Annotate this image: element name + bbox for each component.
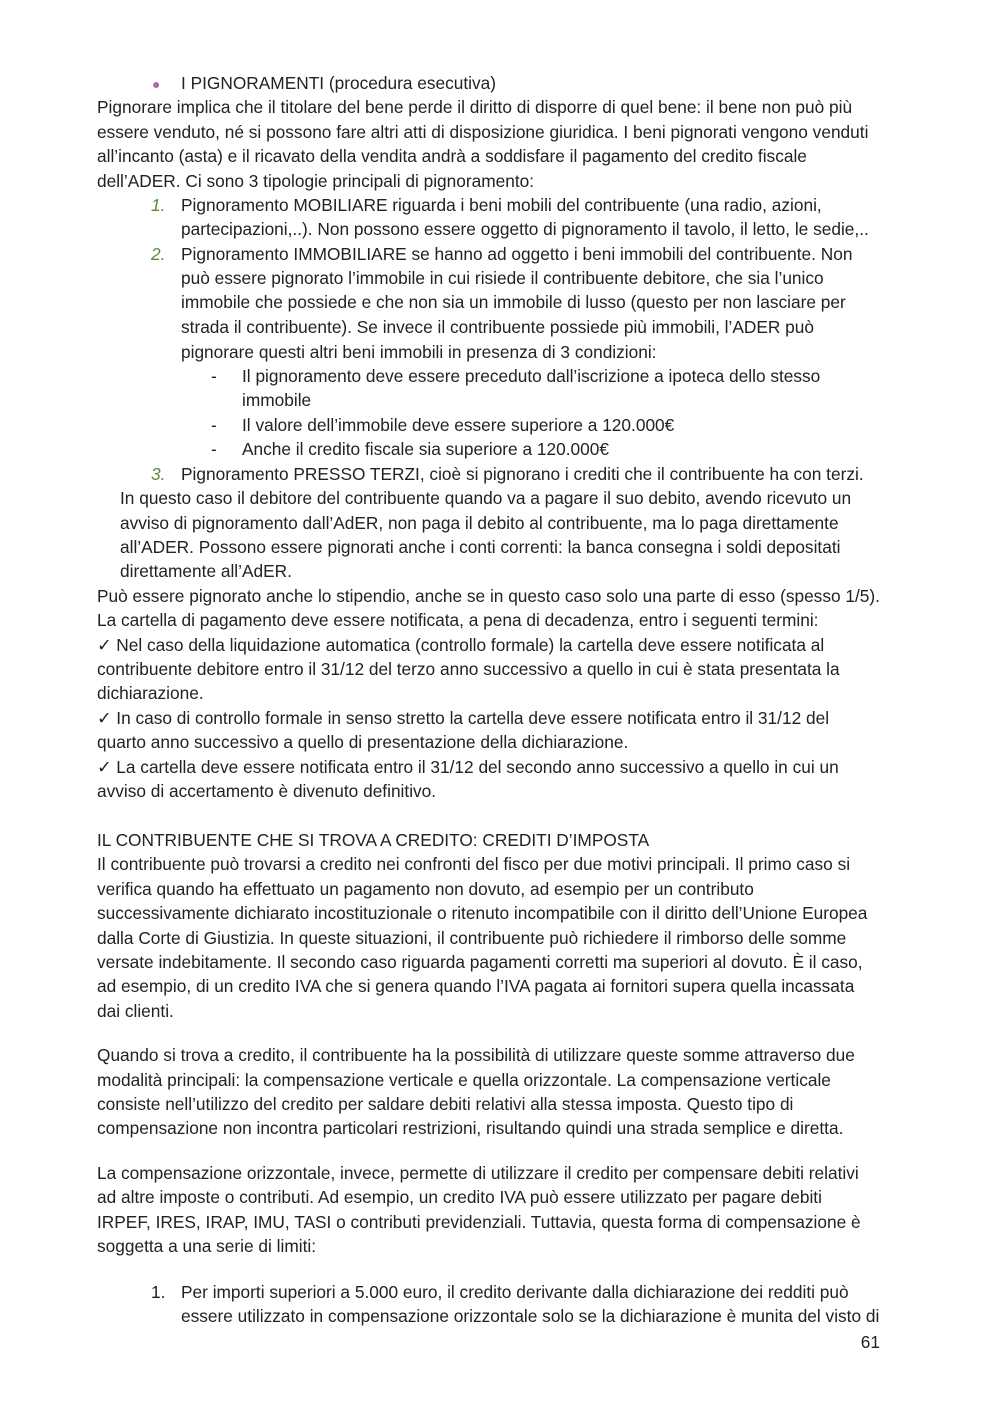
dash-marker: - (211, 439, 217, 459)
paragraph-line: consiste nell’utilizzo del credito per saldare debiti relativi alla stessa imposta. Questo tipo di (97, 1094, 794, 1114)
text-line: ✓ La cartella deve essere notificata entro il 31/12 del secondo anno successivo a quello in cui un (97, 757, 839, 777)
intro-line: all’incanto (asta) e il ricavato della vendita andrà a soddisfare il pagamento del credito fiscale (97, 146, 807, 166)
text-line: avviso di accertamento è divenuto definitivo. (97, 781, 437, 801)
text-line: dichiarazione. (97, 683, 204, 703)
text-line: ✓ Nel caso della liquidazione automatica (controllo formale) la cartella deve essere notificata al (97, 635, 825, 655)
paragraph-line: verifica quando ha effettuato un pagamento non dovuto, ad esempio per un contributo (97, 879, 754, 899)
detail-line: all’ADER. Possono essere pignorati anche i conti correnti: la banca consegna i soldi depositati (120, 537, 841, 557)
condition-line: Il valore dell’immobile deve essere superiore a 120.000€ (242, 415, 675, 435)
paragraph-line: dai clienti. (97, 1001, 174, 1021)
list-number: 3. (151, 464, 166, 484)
paragraph-line: successivamente dichiarato incostituzionale o ritenuto incompatibile con il diritto dell’Unione Europea (97, 903, 868, 923)
section-heading: IL CONTRIBUENTE CHE SI TROVA A CREDITO: CREDITI D’IMPOSTA (97, 830, 650, 850)
bullet-heading: I PIGNORAMENTI (procedura esecutiva) (181, 73, 496, 93)
paragraph-line: Quando si trova a credito, il contribuente ha la possibilità di utilizzare queste somme attraverso due (97, 1045, 855, 1065)
text-line: La cartella di pagamento deve essere notificata, a pena di decadenza, entro i seguenti termini: (97, 610, 819, 630)
detail-line: In questo caso il debitore del contribuente quando va a pagare il suo debito, avendo ricevuto un (120, 488, 852, 508)
dash-marker: - (211, 366, 217, 386)
condition-line: Il pignoramento deve essere preceduto dall’iscrizione a ipoteca dello stesso (242, 366, 821, 386)
list-item-line: può essere pignorato l’immobile in cui risiede il contribuente debitore, che sia l’unico (181, 268, 824, 288)
intro-line: Pignorare implica che il titolare del bene perde il diritto di disporre di quel bene: il bene non può più (97, 97, 853, 117)
bullet-dot-icon: ● (152, 76, 161, 92)
list-number: 1. (151, 195, 166, 215)
paragraph-line: Il contribuente può trovarsi a credito nei confronti del fisco per due motivi principali. Il primo caso si (97, 854, 851, 874)
paragraph-line: ad altre imposte o contributi. Ad esempio, un credito IVA può essere utilizzato per pagare debiti (97, 1187, 822, 1207)
paragraph-line: La compensazione orizzontale, invece, permette di utilizzare il credito per compensare debiti relativi (97, 1163, 859, 1183)
paragraph-line: soggetta a una serie di limiti: (97, 1236, 317, 1256)
list-item-line: Per importi superiori a 5.000 euro, il credito derivante dalla dichiarazione dei redditi può (181, 1282, 849, 1302)
paragraph-line: modalità principali: la compensazione verticale e quella orizzontale. La compensazione verticale (97, 1070, 831, 1090)
list-item-line: Pignoramento MOBILIARE riguarda i beni mobili del contribuente (una radio, azioni, (181, 195, 822, 215)
page-number: 61 (860, 1332, 880, 1352)
intro-line: dell’ADER. Ci sono 3 tipologie principali di pignoramento: (97, 171, 535, 191)
list-item-line: Pignoramento PRESSO TERZI, cioè si pignorano i crediti che il contribuente ha con terzi. (181, 464, 864, 484)
list-item-line: essere utilizzato in compensazione orizzontale solo se la dichiarazione è munita del visto di (181, 1306, 880, 1326)
text-line: ✓ In caso di controllo formale in senso stretto la cartella deve essere notificata entro il 31/12 del (97, 708, 830, 728)
paragraph-line: ad esempio, di un credito IVA che si genera quando l’IVA pagata ai fornitori supera quella incassata (97, 976, 855, 996)
list-item-line: Pignoramento IMMOBILIARE se hanno ad oggetto i beni immobili del contribuente. Non (181, 244, 853, 264)
intro-line: essere venduto, né si possono fare altri atti di disposizione giuridica. I beni pignorati vengono venduti (97, 122, 869, 142)
list-number: 1. (151, 1282, 166, 1302)
detail-line: direttamente all’AdER. (120, 561, 292, 581)
detail-line: avviso di pignoramento dall’AdER, non paga il debito al contribuente, ma lo paga direttamente (120, 513, 839, 533)
paragraph-line: dalla Corte di Giustizia. In queste situazioni, il contribuente può richiedere il rimborso delle somme (97, 928, 847, 948)
list-item-line: strada il contribuente). Se invece il contribuente possiede più immobili, l’ADER può (181, 317, 815, 337)
list-item-line: immobile che possiede e che non sia un immobile di lusso (questo per non lasciare per (181, 292, 846, 312)
text-line: contribuente debitore entro il 31/12 del terzo anno successivo a quello in cui è stata presentata la (97, 659, 840, 679)
list-item-line: partecipazioni,..). Non possono essere oggetto di pignoramento il tavolo, il letto, le sedie,.. (181, 219, 869, 239)
paragraph-line: compensazione non incontra particolari restrizioni, risultando quindi una strada semplice e diretta. (97, 1118, 844, 1138)
list-number: 2. (151, 244, 166, 264)
text-line: Può essere pignorato anche lo stipendio, anche se in questo caso solo una parte di esso (spesso 1/5). (97, 586, 880, 606)
condition-line: Anche il credito fiscale sia superiore a 120.000€ (242, 439, 609, 459)
paragraph-line: IRPEF, IRES, IRAP, IMU, TASI o contributi previdenziali. Tuttavia, questa forma di compensazione è (97, 1212, 861, 1232)
paragraph-line: versate indebitamente. Il secondo caso riguarda pagamenti corretti ma superiori al dovuto. È il caso, (97, 952, 863, 972)
text-line: quarto anno successivo a quello di presentazione della dichiarazione. (97, 732, 629, 752)
condition-line: immobile (242, 390, 312, 410)
list-item-line: pignorare questi altri beni immobili in presenza di 3 condizioni: (181, 342, 657, 362)
dash-marker: - (211, 415, 217, 435)
